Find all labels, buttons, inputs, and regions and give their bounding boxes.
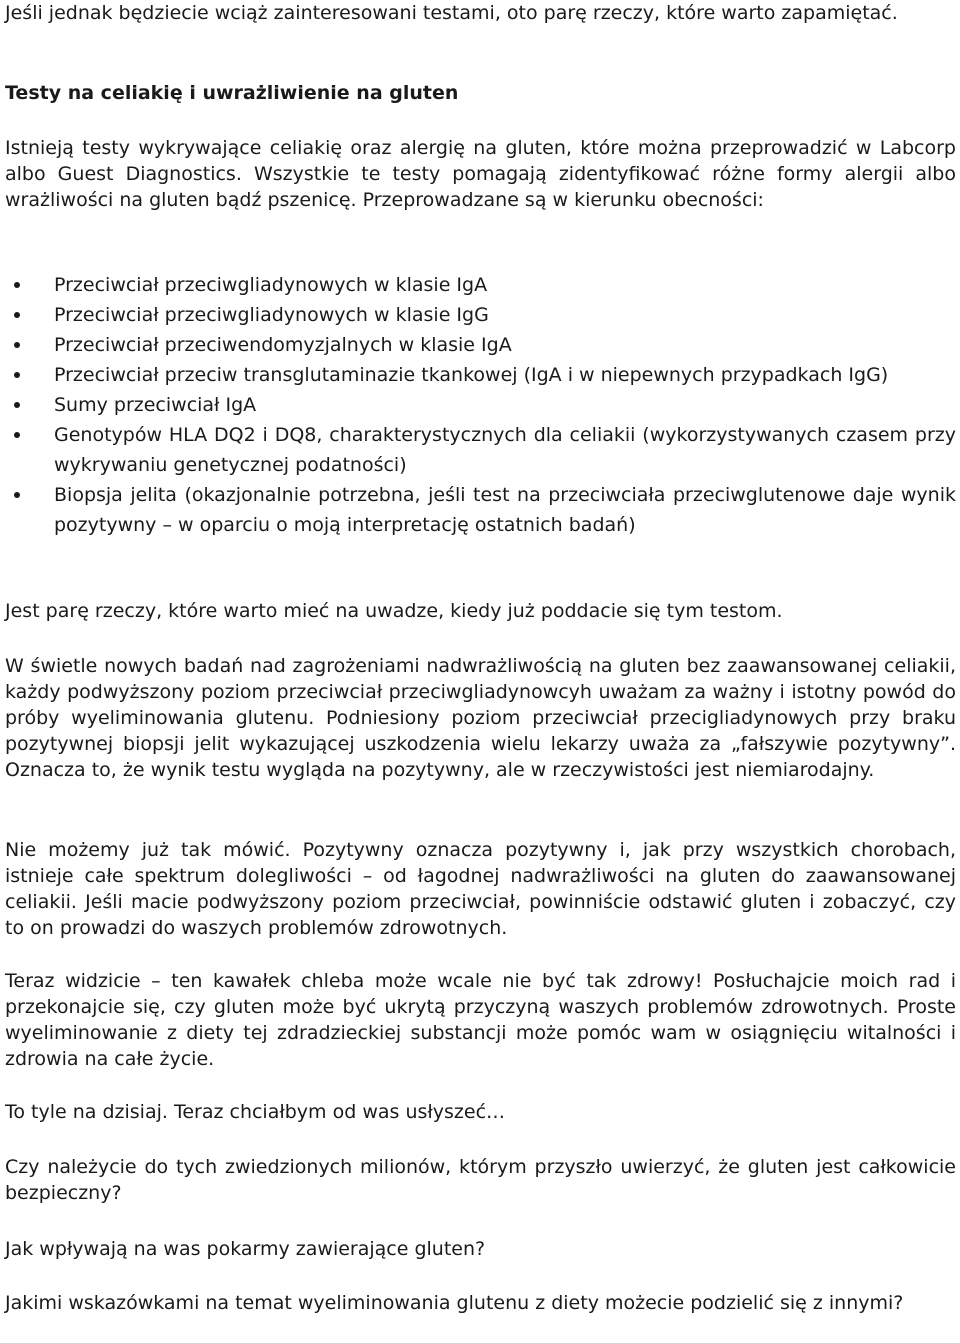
bullet-icon (14, 402, 20, 408)
list-item (5, 360, 956, 390)
list-item-text: Biopsja jelita (okazjonalnie potrzebna, jeśli test na przeciwciała przeciwglutenowe daje wynik pozytywny – w oparciu o moją interpretację ostatnich badań) (54, 484, 956, 536)
list-item (5, 300, 956, 330)
closing-paragraph: To tyle na dzisiaj. Teraz chciałbym od was usłyszeć… (5, 1101, 506, 1123)
bullet-icon (14, 432, 20, 438)
list-item-text: Przeciwciał przeciwgliadynowych w klasie IgA (54, 274, 488, 296)
bullet-icon (14, 312, 20, 318)
list-item (5, 330, 956, 360)
bullet-icon (14, 342, 20, 348)
question-paragraph: Czy należycie do tych zwiedzionych milionów, którym przyszło uwierzyć, że gluten jest całkowicie bezpieczny? (5, 1156, 956, 1204)
question-paragraph: Jakimi wskazówkami na temat wyeliminowania glutenu z diety możecie podzielić się z innymi? (5, 1292, 904, 1314)
list-item-text: Przeciwciał przeciwendomyzjalnych w klasie IgA (54, 334, 512, 356)
list-item (5, 270, 956, 300)
bullet-icon (14, 372, 20, 378)
remember-paragraph: Jest parę rzeczy, które warto mieć na uwadze, kiedy już poddacie się tym testom. (5, 600, 783, 622)
research-paragraph: W świetle nowych badań nad zagrożeniami nadwrażliwością na gluten bez zaawansowanej celiakii, każdy podwyższony poziom przeciwciał przeciwgliadynowcyh uważam za ważny i istotny powód do próby wyeliminowania glutenu. Podniesiony poziom przeciwciał przecigliadynowych przy braku pozytywnej biopsji jelit wykazującej uszkodzenia wielu lekarzy uważa za „fałszywie pozytywny”. Oznacza to, że wynik testu wygląda na pozytywny, ale w rzeczywistości jest niemiarodajny. (5, 655, 956, 781)
bullet-icon (14, 492, 20, 498)
list-item (5, 480, 956, 540)
spectrum-paragraph: Nie możemy już tak mówić. Pozytywny oznacza pozytywny i, jak przy wszystkich chorobach, istnieje całe spektrum dolegliwości – od łagodnej nadwrażliwości na gluten do zaawansowanej celiakii. Jeśli macie podwyższony poziom przeciwciał, powinniście odstawić gluten i zobaczyć, czy to on prowadzi do waszych problemów zdrowotnych. (5, 839, 956, 939)
question-paragraph: Jak wpływają na was pokarmy zawierające gluten? (5, 1238, 486, 1260)
intro-paragraph: Jeśli jednak będziecie wciąż zainteresowani testami, oto parę rzeczy, które warto zapamiętać. (5, 2, 898, 24)
section-heading: Testy na celiakię i uwrażliwienie na gluten (5, 82, 459, 104)
list-item-text: Przeciwciał przeciw transglutaminazie tkankowej (IgA i w niepewnych przypadkach IgG) (54, 364, 889, 386)
tests-paragraph: Istnieją testy wykrywające celiakię oraz alergię na gluten, które można przeprowadzić w Labcorp albo Guest Diagnostics. Wszystkie te testy pomagają zidentyfikować różne formy alergii albo wrażliwości na gluten bądź pszenicę. Przeprowadzane są w kierunku obecności: (5, 137, 956, 211)
list-item-text: Genotypów HLA DQ2 i DQ8, charakterystycznych dla celiakii (wykorzystywanych czasem przy wykrywaniu genetycznej podatności) (54, 424, 956, 476)
list-item-text: Przeciwciał przeciwgliadynowych w klasie IgG (54, 304, 489, 326)
list-item (5, 420, 956, 480)
bread-paragraph: Teraz widzicie – ten kawałek chleba może wcale nie być tak zdrowy! Posłuchajcie moich rad i przekonajcie się, czy gluten może być ukrytą przyczyną waszych problemów zdrowotnych. Proste wyeliminowanie z diety tej zdradzieckiej substancji może pomóc wam w osiągnięciu witalności i zdrowia na całe życie. (5, 970, 956, 1070)
bullet-icon (14, 282, 20, 288)
list-item (5, 390, 956, 420)
tests-list (5, 270, 956, 540)
list-item-text: Sumy przeciwciał IgA (54, 394, 257, 416)
